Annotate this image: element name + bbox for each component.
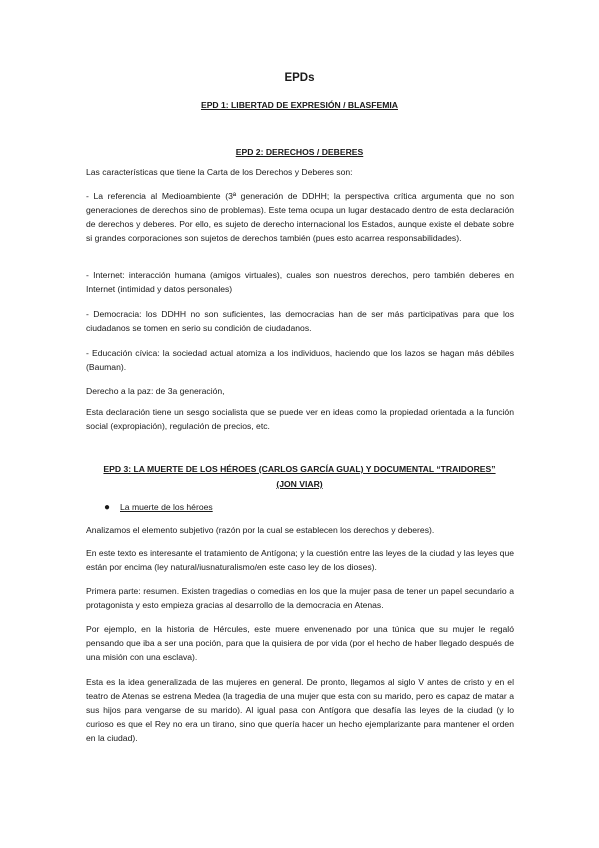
epd2-heading: EPD 2: DERECHOS / DEBERES — [235, 147, 364, 157]
bullet-label: La muerte de los héroes — [120, 502, 213, 512]
paragraph-internet: - Internet: interacción humana (amigos virtuales), cuales son nuestros derechos, pero también deberes en Internet (intimidad y datos personales) — [86, 270, 514, 294]
bullet-item — [104, 500, 213, 515]
paragraph-intro: Las características que tiene la Carta de los Derechos y Deberes son: — [86, 167, 353, 177]
paragraph-primera-parte: Primera parte: resumen. Existen tragedias o comedias en los que la mujer pasa de tener un papel secundario a protagonista y esto empieza gracias al desarrollo de la democracia en Atenas. — [86, 586, 514, 610]
paragraph-idea-general: Esta es la idea generalizada de las mujeres en general. De pronto, llegamos al siglo V antes de cristo y en el teatro de Atenas se estrena Medea (la tragedia de una mujer que esta con su marido, pero es capaz de matar a sus hijos para vengarse de su marido). Al igual pasa con Antígora que desafía las leyes de la ciudad (y lo curioso es que el Rey no era un tirano, sino que quería hacer un hecho ejemplarizante para mantener el orden en la ciudad). — [86, 677, 514, 743]
paragraph-sesgo: Esta declaración tiene un sesgo socialista que se puede ver en ideas como la propiedad orientada a la función social (expropiación), regulación de precios, etc. — [86, 407, 514, 431]
epd1-heading: EPD 1: LIBERTAD DE EXPRESIÓN / BLASFEMIA — [200, 100, 399, 110]
epd3-heading-line1: EPD 3: LA MUERTE DE LOS HÉROES (CARLOS GARCÍA GUAL) Y DOCUMENTAL “TRAIDORES” — [103, 464, 496, 474]
document-title: EPDs — [284, 72, 315, 84]
bullet-icon: ● — [104, 502, 111, 513]
epd3-heading-line2: (JON VIAR) — [276, 479, 323, 489]
paragraph-educacion: - Educación cívica: la sociedad actual atomiza a los individuos, haciendo que los lazos se hagan más débiles (Bauman). — [86, 348, 514, 372]
paragraph-analizamos: Analizamos el elemento subjetivo (razón por la cual se establecen los derechos y deberes). — [86, 525, 435, 535]
paragraph-antigona: En este texto es interesante el tratamiento de Antígona; y la cuestión entre las leyes de la ciudad y las leyes que están por encima (ley natural/iusnaturalismo/en este caso ley de los dioses). — [86, 548, 514, 572]
paragraph-democracia: - Democracia: los DDHH no son suficientes, las democracias han de ser más participativas para que los ciudadanos se tomen en serio su condición de ciudadanos. — [86, 309, 514, 333]
paragraph-paz: Derecho a la paz: de 3a generación, — [86, 386, 225, 396]
paragraph-medioambiente: - La referencia al Medioambiente (3ª generación de DDHH; la perspectiva crítica argumenta que no son generaciones de derechos sino de problemas). Este tema ocupa un lugar destacado dentro de esta declaración de derechos y deberes. Por ello, es sujeto de derecho internacional los Estados, aunque existe el debate sobre si grandes corporaciones son sujetos de derechos también (pues esto acarrea responsabilidades). — [86, 191, 514, 243]
paragraph-hercules: Por ejemplo, en la historia de Hércules, este muere envenenado por una túnica que su mujer le regaló pensando que iba a ser una poción, para que la quisiera de por vida (por el hecho de haber llegado después de una misión con una esclava). — [86, 624, 514, 662]
